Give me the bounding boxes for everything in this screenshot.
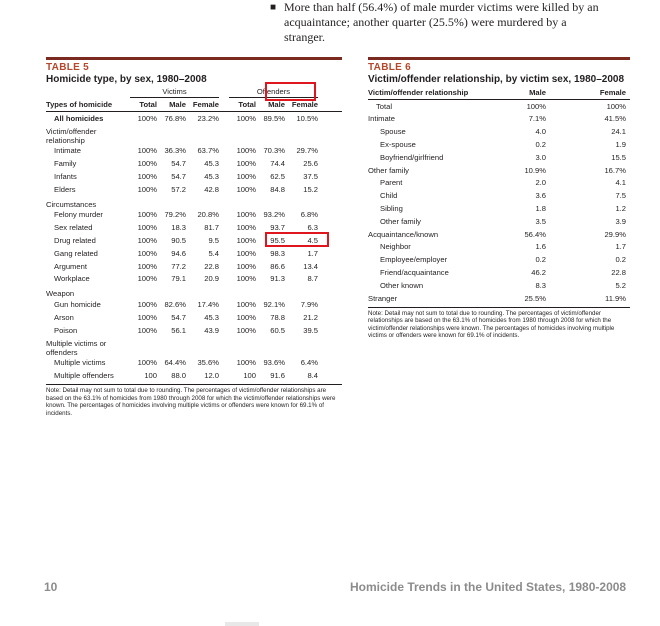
table-row	[46, 311, 342, 324]
cell-value: 86.6	[270, 261, 285, 271]
row-label: Arson	[54, 312, 74, 322]
cell-value: 16.7%	[604, 165, 626, 175]
cell-value: 1.6	[535, 242, 546, 252]
row-label: Neighbor	[380, 242, 411, 252]
row-label: Gun homicide	[54, 299, 101, 309]
row-label: Ex-spouse	[380, 139, 416, 149]
table-row	[46, 285, 342, 298]
cell-value: 90.5	[171, 235, 186, 245]
cell-value: 78.8	[270, 312, 285, 322]
table-row	[46, 324, 342, 337]
col-offenders-total: Total	[238, 99, 256, 109]
cell-value: 39.5	[303, 325, 318, 335]
cell-value: 62.5	[270, 171, 285, 181]
page-edge-mark	[225, 622, 259, 626]
cell-value: 15.5	[611, 152, 626, 162]
cell-value: 100	[144, 371, 157, 381]
table-row	[368, 228, 630, 241]
cell-value: 1.8	[535, 203, 546, 213]
table-row	[368, 164, 630, 177]
cell-value: 2.0	[535, 178, 546, 188]
table-row	[46, 145, 342, 158]
col-female: Female	[599, 87, 626, 97]
cell-value: 1.7	[615, 242, 626, 252]
cell-value: 4.1	[615, 178, 626, 188]
row-label: All homicides	[54, 113, 104, 123]
table-row	[368, 177, 630, 190]
cell-value: 77.2	[171, 261, 186, 271]
row-label: Parent	[380, 178, 403, 188]
cell-value: 84.8	[270, 184, 285, 194]
cell-value: 45.3	[204, 312, 219, 322]
cell-value: 100%	[236, 325, 256, 335]
cell-value: 56.1	[171, 325, 186, 335]
cell-value: 100%	[137, 325, 157, 335]
row-label: Other family	[380, 216, 421, 226]
cell-value: 6.4%	[300, 358, 318, 368]
table-row	[46, 209, 342, 222]
table-5-label: TABLE 5	[46, 62, 90, 73]
cell-value: 100%	[137, 210, 157, 220]
cell-value: 22.8	[611, 267, 626, 277]
cell-value: 95.5	[270, 235, 285, 245]
cell-value: 56.4%	[524, 229, 546, 239]
cell-value: 57.2	[171, 184, 186, 194]
col-offenders-male: Male	[268, 99, 285, 109]
offenders-group-label: Offenders	[229, 87, 318, 98]
table-row	[368, 266, 630, 279]
cell-value: 7.9%	[300, 299, 318, 309]
table-row	[368, 151, 630, 164]
table-row	[368, 215, 630, 228]
cell-value: 13.4	[303, 261, 318, 271]
cell-value: 76.8%	[164, 113, 186, 123]
cell-value: 100%	[236, 274, 256, 284]
row-label: Argument	[54, 261, 87, 271]
row-label: Friend/acquaintance	[380, 267, 449, 277]
table-row	[46, 298, 342, 311]
cell-value: 42.8	[204, 184, 219, 194]
cell-value: 5.4	[208, 248, 219, 258]
row-label: Spouse	[380, 127, 406, 137]
cell-value: 29.9%	[604, 229, 626, 239]
table-row	[46, 337, 342, 357]
cell-value: 3.6	[535, 191, 546, 201]
cell-value: 5.2	[615, 280, 626, 290]
cell-value: 8.4	[307, 371, 318, 381]
table-row	[368, 125, 630, 138]
table-5-title: Homicide type, by sex, 1980–2008	[46, 74, 207, 85]
cell-value: 100%	[137, 146, 157, 156]
table-row	[46, 157, 342, 170]
col-victims-female: Female	[192, 99, 219, 109]
table-row	[46, 247, 342, 260]
cell-value: 36.3%	[164, 146, 186, 156]
cell-value: 100%	[606, 101, 626, 111]
cell-value: 81.7	[204, 223, 219, 233]
table-row	[46, 369, 342, 382]
table-row	[368, 202, 630, 215]
table-row	[368, 279, 630, 292]
cell-value: 60.5	[270, 325, 285, 335]
cell-value: 11.9%	[605, 293, 626, 303]
cell-value: 25.5%	[524, 293, 546, 303]
cell-value: 6.8%	[300, 210, 318, 220]
table-row	[368, 241, 630, 254]
row-label: Drug related	[54, 235, 96, 245]
table-row	[368, 138, 630, 151]
cell-value: 21.2	[303, 312, 318, 322]
cell-value: 10.9%	[524, 165, 546, 175]
cell-value: 79.2%	[164, 210, 186, 220]
table-row	[46, 260, 342, 273]
row-label: Sex related	[54, 223, 93, 233]
row-label: Child	[380, 191, 398, 201]
cell-value: 0.2	[535, 139, 546, 149]
cell-value: 25.6	[303, 159, 318, 169]
cell-value: 93.6%	[263, 358, 285, 368]
cell-value: 100%	[236, 248, 256, 258]
cell-value: 45.3	[204, 159, 219, 169]
table-row	[368, 100, 630, 113]
cell-value: 3.0	[535, 152, 546, 162]
intro-bullet-text: More than half (56.4%) of male murder victims were killed by an acquaintance; another quarter (25.5%) were murdered by a stranger.	[284, 0, 599, 44]
table-5-top-rule	[46, 57, 342, 60]
cell-value: 15.2	[303, 184, 318, 194]
cell-value: 74.4	[270, 159, 285, 169]
sex-related-offenders-highlight-box	[265, 232, 329, 247]
cell-value: 100%	[236, 358, 256, 368]
row-label: Sibling	[380, 203, 403, 213]
cell-value: 92.1%	[263, 299, 285, 309]
row-label: Poison	[54, 325, 78, 335]
table-row	[368, 253, 630, 266]
cell-value: 98.3	[270, 248, 285, 258]
cell-value: 20.8%	[197, 210, 219, 220]
cell-value: 100%	[137, 248, 157, 258]
cell-value: 3.9	[615, 216, 626, 226]
cell-value: 100%	[236, 113, 256, 123]
cell-value: 10.5%	[296, 113, 318, 123]
cell-value: 100%	[137, 274, 157, 284]
cell-value: 100%	[137, 261, 157, 271]
table-6-title: Victim/offender relationship, by victim sex, 1980–2008	[368, 74, 625, 85]
table-row	[46, 357, 342, 370]
cell-value: 1.2	[615, 203, 626, 213]
row-label: Multiple victims	[54, 358, 106, 368]
cell-value: 46.2	[531, 267, 546, 277]
victims-group-label: Victims	[130, 87, 219, 98]
col-offenders-female: Female	[291, 99, 318, 109]
cell-value: 100%	[137, 171, 157, 181]
bullet-icon: ■	[270, 2, 277, 13]
cell-value: 20.9	[204, 274, 219, 284]
cell-value: 18.3	[171, 223, 186, 233]
cell-value: 100%	[236, 235, 256, 245]
row-label: Intimate	[368, 114, 396, 124]
cell-value: 0.2	[535, 255, 546, 265]
cell-value: 93.2%	[263, 210, 285, 220]
col-relationship: Victim/offender relationship	[368, 87, 469, 97]
row-label: Family	[54, 159, 77, 169]
cell-value: 100%	[236, 210, 256, 220]
cell-value: 64.4%	[164, 358, 186, 368]
row-label: Weapon	[46, 289, 75, 299]
cell-value: 45.3	[204, 171, 219, 181]
cell-value: 79.1	[171, 274, 186, 284]
row-label: Victim/offender relationship	[46, 126, 97, 145]
row-label: Employee/employer	[380, 255, 448, 265]
cell-value: 100%	[137, 299, 157, 309]
row-label: Multiple offenders	[54, 371, 114, 381]
cell-value: 100%	[236, 312, 256, 322]
cell-value: 100	[243, 371, 256, 381]
cell-value: 37.5	[303, 171, 318, 181]
table-row	[46, 112, 342, 125]
table-5-bottom-rule	[46, 384, 342, 385]
col-victims-total: Total	[139, 99, 157, 109]
cell-value: 54.7	[171, 171, 186, 181]
cell-value: 3.5	[535, 216, 546, 226]
table-6-note: Note: Detail may not sum to total due to rounding. The percentages of victim/offender relationships are based on the 63.1% of homicides from 1980 through 2008 for which the victim/offender relationships were known. The percentages of homicides involving multiple victims or offenders were known for 69.1% of incidents.	[368, 309, 615, 340]
table-6	[368, 57, 630, 340]
row-label: Boyfriend/girlfriend	[380, 152, 444, 162]
col-type: Types of homicide	[46, 99, 113, 109]
table-row	[46, 196, 342, 209]
row-label: Stranger	[368, 293, 398, 303]
cell-value: 89.5%	[263, 113, 285, 123]
cell-value: 100%	[137, 235, 157, 245]
cell-value: 7.1%	[528, 114, 546, 124]
cell-value: 54.7	[171, 312, 186, 322]
cell-value: 63.7%	[197, 146, 219, 156]
cell-value: 1.7	[307, 248, 318, 258]
row-label: Infants	[54, 171, 77, 181]
cell-value: 100%	[236, 299, 256, 309]
cell-value: 100%	[137, 113, 157, 123]
table-row	[46, 273, 342, 286]
row-label: Other family	[368, 165, 409, 175]
cell-value: 8.3	[535, 280, 546, 290]
table-row	[368, 292, 630, 305]
cell-value: 94.6	[171, 248, 186, 258]
cell-value: 82.6%	[164, 299, 186, 309]
intro-bullet	[270, 0, 604, 45]
cell-value: 54.7	[171, 159, 186, 169]
cell-value: 23.2%	[197, 113, 219, 123]
row-label: Other known	[380, 280, 424, 290]
table-6-column-header	[368, 86, 630, 99]
running-title: Homicide Trends in the United States, 1980-2008	[350, 580, 627, 594]
cell-value: 100%	[236, 261, 256, 271]
cell-value: 100%	[236, 159, 256, 169]
cell-value: 100%	[236, 171, 256, 181]
cell-value: 91.6	[270, 371, 285, 381]
cell-value: 100%	[236, 223, 256, 233]
cell-value: 8.7	[307, 274, 318, 284]
cell-value: 4.5	[307, 235, 318, 245]
page-number: 10	[44, 580, 58, 594]
table-6-label: TABLE 6	[368, 62, 412, 73]
cell-value: 100%	[137, 358, 157, 368]
cell-value: 24.1	[611, 127, 626, 137]
table-6-body	[368, 100, 630, 305]
row-label: Gang related	[54, 248, 98, 258]
row-label: Circumstances	[46, 199, 97, 209]
cell-value: 0.2	[615, 255, 626, 265]
cell-value: 41.5%	[604, 114, 626, 124]
cell-value: 91.3	[270, 274, 285, 284]
cell-value: 100%	[137, 223, 157, 233]
table-row	[46, 170, 342, 183]
cell-value: 22.8	[204, 261, 219, 271]
cell-value: 12.0	[204, 371, 219, 381]
cell-value: 29.7%	[296, 146, 318, 156]
table-6-top-rule	[368, 57, 630, 60]
cell-value: 100%	[526, 101, 546, 111]
cell-value: 93.7	[270, 223, 285, 233]
col-male: Male	[529, 87, 546, 97]
table-6-bottom-rule	[368, 307, 630, 308]
table-row	[368, 189, 630, 202]
cell-value: 7.5	[615, 191, 626, 201]
cell-value: 100%	[236, 146, 256, 156]
row-label: Total	[376, 101, 393, 111]
row-label: Workplace	[54, 274, 90, 284]
cell-value: 43.9	[204, 325, 219, 335]
row-label: Acquaintance/known	[368, 229, 439, 239]
cell-value: 17.4%	[197, 299, 219, 309]
offenders-highlight-box	[265, 82, 316, 101]
cell-value: 6.3	[307, 223, 318, 233]
row-label: Elders	[54, 184, 76, 194]
table-5-note: Note: Detail may not sum to total due to rounding. The percentages of victim/offender relationships are based on the 63.1% of homicides from 1980 through 2008 for which the victim/offender relationships were known. The percentages of homicides involving multiple victims or offenders were known for 69.1% of incidents.	[46, 387, 336, 417]
cell-value: 9.5	[208, 235, 219, 245]
cell-value: 70.3%	[263, 146, 285, 156]
row-label: Felony murder	[54, 210, 103, 220]
cell-value: 100%	[236, 184, 256, 194]
col-victims-male: Male	[169, 99, 186, 109]
cell-value: 35.6%	[197, 358, 219, 368]
cell-value: 100%	[137, 312, 157, 322]
cell-value: 100%	[137, 159, 157, 169]
cell-value: 4.0	[535, 127, 546, 137]
row-label: Intimate	[54, 146, 82, 156]
cell-value: 100%	[137, 184, 157, 194]
table-row	[46, 183, 342, 196]
table-row	[368, 113, 630, 126]
cell-value: 88.0	[171, 371, 186, 381]
table-row	[46, 125, 342, 145]
row-label: Multiple victims or offenders	[46, 338, 107, 357]
cell-value: 1.9	[615, 139, 626, 149]
